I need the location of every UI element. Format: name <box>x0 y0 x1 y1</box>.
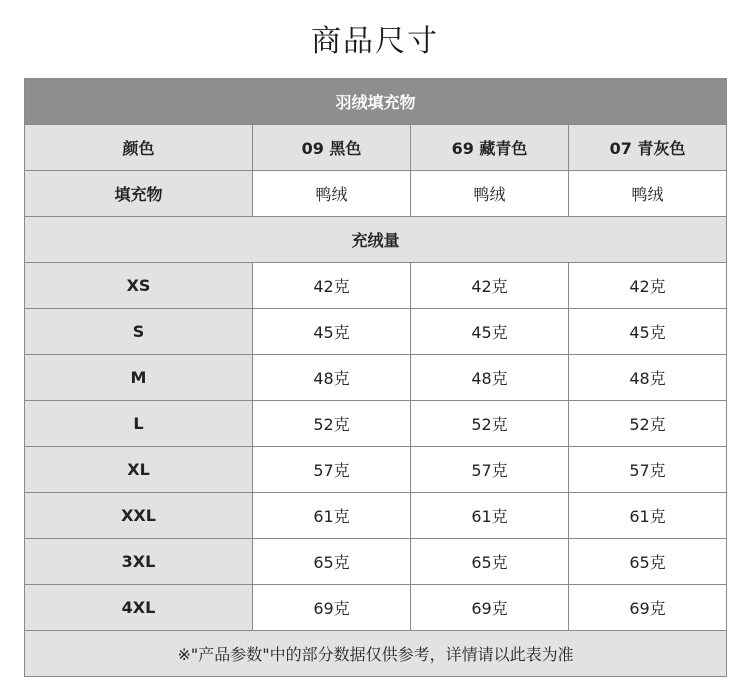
down-weight-cell: 45克 <box>253 309 411 355</box>
table-banner: 羽绒填充物 <box>25 79 727 125</box>
down-weight-cell: 52克 <box>411 401 569 447</box>
down-weight-cell: 48克 <box>253 355 411 401</box>
down-weight-cell: 61克 <box>569 493 727 539</box>
down-weight-cell: 52克 <box>569 401 727 447</box>
size-label: XL <box>25 447 253 493</box>
down-weight-cell: 45克 <box>411 309 569 355</box>
size-table <box>24 78 727 677</box>
size-label: M <box>25 355 253 401</box>
fill-cell: 鸭绒 <box>411 171 569 217</box>
down-weight-cell: 65克 <box>253 539 411 585</box>
down-weight-cell: 42克 <box>411 263 569 309</box>
down-weight-cell: 61克 <box>253 493 411 539</box>
table-row <box>25 309 727 355</box>
down-weight-cell: 48克 <box>411 355 569 401</box>
size-label: 3XL <box>25 539 253 585</box>
table-row <box>25 401 727 447</box>
down-weight-cell: 57克 <box>253 447 411 493</box>
down-weight-cell: 65克 <box>411 539 569 585</box>
down-weight-cell: 69克 <box>253 585 411 631</box>
size-label: XS <box>25 263 253 309</box>
down-weight-cell: 57克 <box>569 447 727 493</box>
table-row <box>25 539 727 585</box>
table-row <box>25 263 727 309</box>
down-weight-cell: 52克 <box>253 401 411 447</box>
color-header-row <box>25 125 727 171</box>
fill-cell: 鸭绒 <box>253 171 411 217</box>
size-label: XXL <box>25 493 253 539</box>
down-weight-cell: 65克 <box>569 539 727 585</box>
down-weight-cell: 42克 <box>569 263 727 309</box>
table-row <box>25 355 727 401</box>
table-row <box>25 447 727 493</box>
down-weight-cell: 61克 <box>411 493 569 539</box>
color-header-cell: 09 黑色 <box>253 125 411 171</box>
down-weight-cell: 57克 <box>411 447 569 493</box>
down-weight-cell: 45克 <box>569 309 727 355</box>
banner-row <box>25 79 727 125</box>
size-rows <box>25 263 727 631</box>
down-weight-cell: 69克 <box>411 585 569 631</box>
fill-row <box>25 171 727 217</box>
section-title: 充绒量 <box>25 217 727 263</box>
table-row <box>25 493 727 539</box>
footnote: ※"产品参数"中的部分数据仅供参考，详情请以此表为准 <box>25 631 727 677</box>
table-row <box>25 585 727 631</box>
footnote-row <box>25 631 727 677</box>
size-label: L <box>25 401 253 447</box>
size-label: 4XL <box>25 585 253 631</box>
section-row <box>25 217 727 263</box>
fill-cell: 鸭绒 <box>569 171 727 217</box>
color-header-label: 颜色 <box>25 125 253 171</box>
fill-label: 填充物 <box>25 171 253 217</box>
size-label: S <box>25 309 253 355</box>
down-weight-cell: 42克 <box>253 263 411 309</box>
page-title: 商品尺寸 <box>311 24 439 59</box>
down-weight-cell: 48克 <box>569 355 727 401</box>
color-header-cell: 07 青灰色 <box>569 125 727 171</box>
down-weight-cell: 69克 <box>569 585 727 631</box>
color-header-cell: 69 藏青色 <box>411 125 569 171</box>
